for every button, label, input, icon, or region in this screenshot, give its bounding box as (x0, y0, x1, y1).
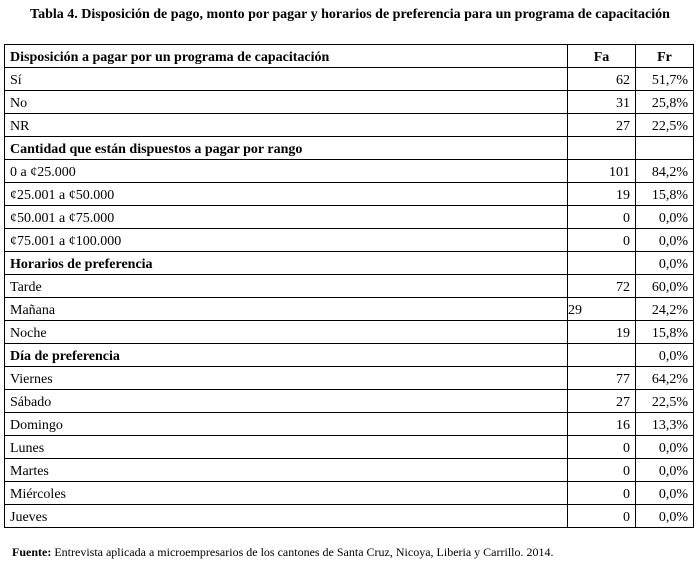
table-row (5, 321, 694, 344)
table-row (5, 482, 694, 505)
row-fa: 0 (568, 229, 636, 252)
row-fa: 19 (568, 183, 636, 206)
row-label: Jueves (5, 505, 568, 528)
row-label: Miércoles (5, 482, 568, 505)
row-fa (568, 344, 636, 367)
row-label: Sábado (5, 390, 568, 413)
table-caption (0, 6, 700, 23)
row-fr: 22,5% (636, 390, 694, 413)
row-fa: 31 (568, 91, 636, 114)
table-row (5, 275, 694, 298)
row-fr: 0,0% (636, 505, 694, 528)
table-row (5, 91, 694, 114)
table-row (5, 413, 694, 436)
table-row (5, 298, 694, 321)
row-fr: 15,8% (636, 321, 694, 344)
row-fr: 13,3% (636, 413, 694, 436)
row-fa: 0 (568, 505, 636, 528)
table-row (5, 390, 694, 413)
row-fr: 0,0% (636, 344, 694, 367)
table-row (5, 505, 694, 528)
row-fa (568, 137, 636, 160)
row-fa: 0 (568, 206, 636, 229)
row-fr: 0,0% (636, 252, 694, 275)
row-fr: 0,0% (636, 206, 694, 229)
source-note (12, 545, 554, 559)
row-fr: 0,0% (636, 459, 694, 482)
row-fr: 24,2% (636, 298, 694, 321)
table-row (5, 114, 694, 137)
row-fa: 29 (568, 298, 636, 321)
table-row (5, 436, 694, 459)
row-fr (636, 137, 694, 160)
row-fr: 0,0% (636, 482, 694, 505)
data-table (4, 44, 694, 528)
row-fa: 0 (568, 436, 636, 459)
row-label: ¢75.001 a ¢100.000 (5, 229, 568, 252)
header-fr: Fr (636, 45, 694, 68)
row-label: Día de preferencia (5, 344, 568, 367)
row-label: No (5, 91, 568, 114)
caption-lead: Tabla 4. (30, 7, 78, 22)
header-category: Disposición a pagar por un programa de capacitación (5, 45, 568, 68)
row-fa: 77 (568, 367, 636, 390)
row-label: NR (5, 114, 568, 137)
row-fa: 19 (568, 321, 636, 344)
row-label: Viernes (5, 367, 568, 390)
row-fr: 60,0% (636, 275, 694, 298)
row-label: Cantidad que están dispuestos a pagar por rango (5, 137, 568, 160)
row-label: Lunes (5, 436, 568, 459)
table-section-row (5, 137, 694, 160)
row-fa (568, 252, 636, 275)
row-fr: 51,7% (636, 68, 694, 91)
row-label: 0 a ¢25.000 (5, 160, 568, 183)
header-fa: Fa (568, 45, 636, 68)
table-row (5, 459, 694, 482)
row-label: Horarios de preferencia (5, 252, 568, 275)
row-fa: 72 (568, 275, 636, 298)
row-label: Domingo (5, 413, 568, 436)
source-text: Entrevista aplicada a microempresarios de los cantones de Santa Cruz, Nicoya, Liberia y Carrillo. 2014. (54, 545, 554, 559)
row-fa: 27 (568, 114, 636, 137)
row-fr: 64,2% (636, 367, 694, 390)
row-label: Sí (5, 68, 568, 91)
row-label: Mañana (5, 298, 568, 321)
row-label: Noche (5, 321, 568, 344)
row-fa: 101 (568, 160, 636, 183)
table-row (5, 68, 694, 91)
caption-text: Disposición de pago, monto por pagar y horarios de preferencia para un programa de capacitación (81, 7, 670, 22)
table-row (5, 206, 694, 229)
row-fr: 22,5% (636, 114, 694, 137)
row-fa: 62 (568, 68, 636, 91)
table-row (5, 367, 694, 390)
row-fa: 27 (568, 390, 636, 413)
table-header-row (5, 45, 694, 68)
row-fr: 0,0% (636, 229, 694, 252)
table-section-row (5, 252, 694, 275)
table-section-row (5, 344, 694, 367)
table-row (5, 183, 694, 206)
row-label: Martes (5, 459, 568, 482)
row-fr: 0,0% (636, 436, 694, 459)
row-label: Tarde (5, 275, 568, 298)
row-fa: 0 (568, 482, 636, 505)
row-fr: 84,2% (636, 160, 694, 183)
row-fa: 16 (568, 413, 636, 436)
row-fr: 25,8% (636, 91, 694, 114)
table-row (5, 160, 694, 183)
row-label: ¢50.001 a ¢75.000 (5, 206, 568, 229)
row-label: ¢25.001 a ¢50.000 (5, 183, 568, 206)
row-fa: 0 (568, 459, 636, 482)
table-row (5, 229, 694, 252)
row-fr: 15,8% (636, 183, 694, 206)
source-label: Fuente: (12, 545, 52, 559)
